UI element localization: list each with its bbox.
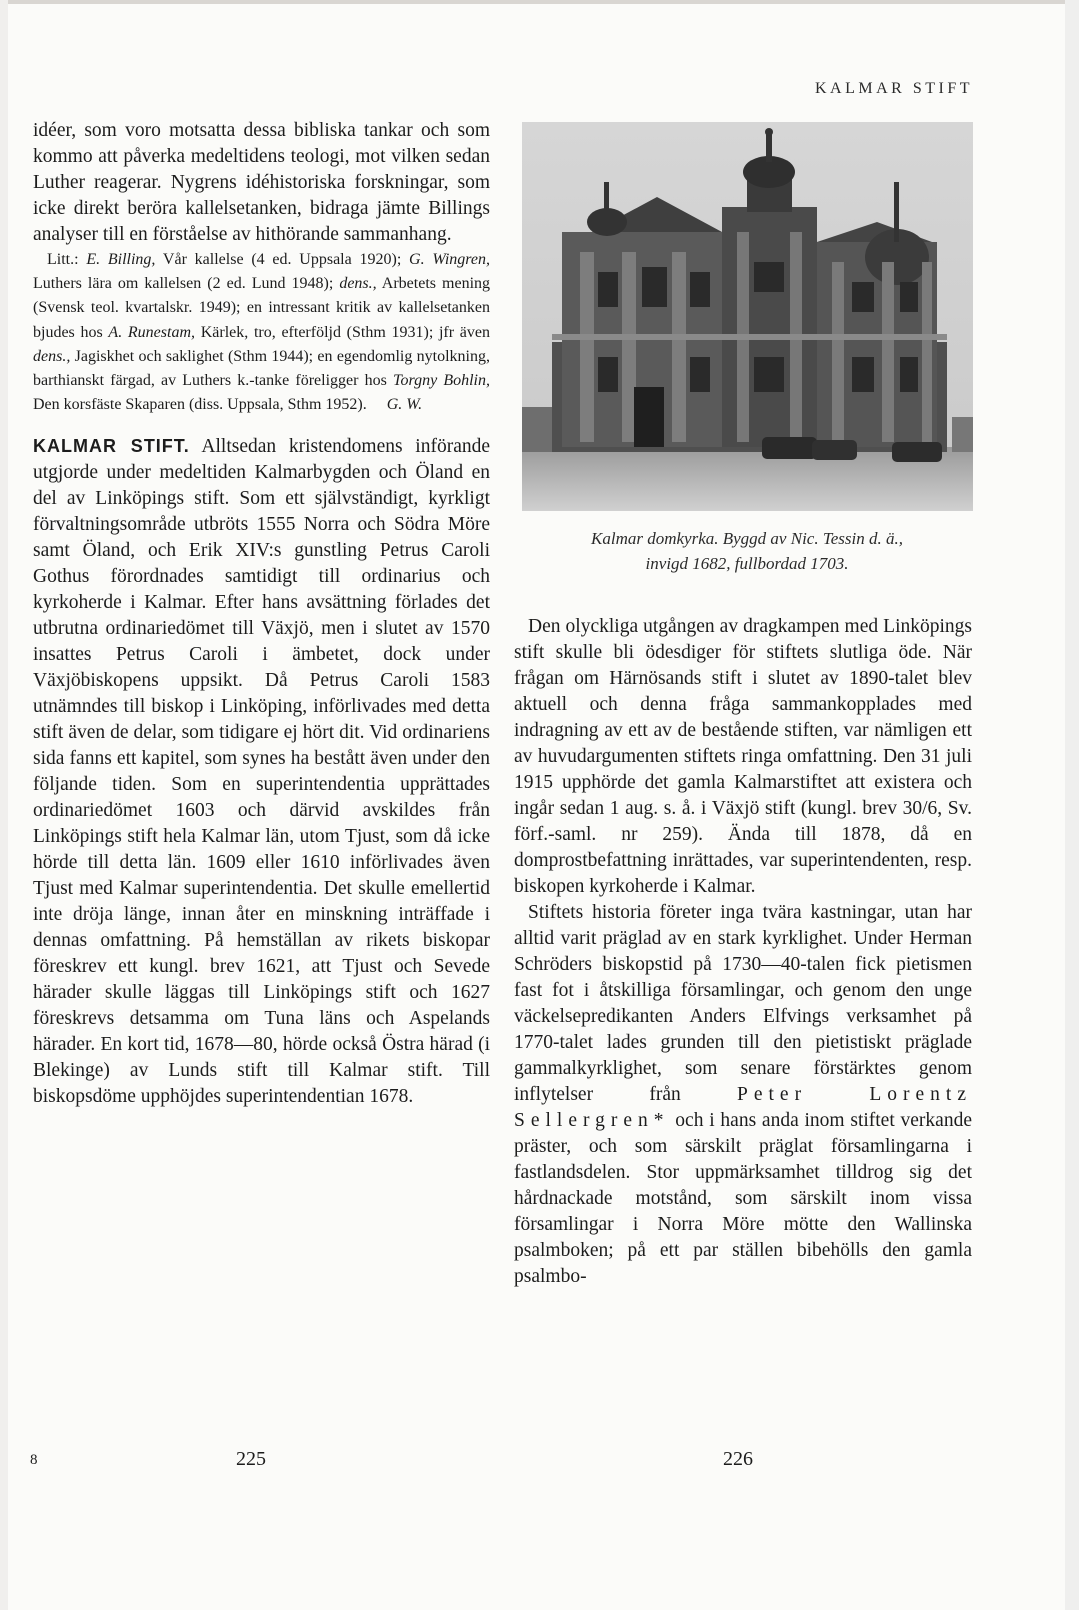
left-column (33, 118, 490, 1110)
article-signature: G. W. (386, 396, 423, 414)
literature-author: G. Wingren, (409, 251, 490, 268)
literature-author: A. Runestam, (108, 323, 196, 341)
literature-note (33, 248, 490, 417)
caption-line: Kalmar domkyrka. Byggd av Nic. Tessin d. ä., (591, 529, 903, 548)
literature-text: Arbetets mening (Svensk teol. kvartalskr. 1949); en intressant kritik av kallelsetanken bjudes hos (33, 275, 491, 341)
literature-text: Luthers lära om kallelsen (2 ed. Lund 1948); (33, 275, 340, 293)
literature-author: dens., (33, 347, 71, 365)
article-kalmar-stift (33, 433, 490, 1110)
article-heading: KALMAR STIFT. (33, 436, 190, 457)
right-paragraph: Den olyckliga utgången av dragkampen med Linköpings stift skulle bli ödesdiger för stiftets slutliga öde. När frågan om Härnösands stift i slutet av 1890-talet blev aktuell och denna fråga sammankopplades med indragning av ett av de bestående stiften, var nämligen ett av huvudargumenten stiftets ringa omfattning. Den 31 juli 1915 upphörde det gamla Kalmarstiftet att existera och ingår sedan 1 aug. s. å. i Växjö stift (kungl. brev 30/6, Sv. förf.-saml. nr 259). Ända till 1878, då en domprostbefattning inrättades, var superintendenten, resp. biskopen kyrkoherde i Kalmar. (514, 616, 972, 897)
page-number-left: 225 (236, 1448, 266, 1470)
photo-caption (514, 526, 980, 576)
literature-text: Den korsfäste Skaparen (diss. Uppsala, Sthm 1952). (33, 396, 367, 414)
page-number-right: 226 (723, 1448, 753, 1470)
running-head: KALMAR STIFT (814, 80, 973, 97)
literature-author: E. Billing, (86, 251, 156, 268)
article-body: Alltsedan kristendomens införande utgjorde under medeltiden Kalmarbygden och Öland en del av Linköpings stift. Som ett självständigt, kyrkligt förvaltningsområde utbröts 1555 Norra och Södra Möre samt Öland, och Erik XIV:s gunstling Petrus Caroli Gothus förordnades samtidigt till ordinarius och kyrkoherde i Kalmar. Efter hans avsättning förlades det utbrutna ordinariedömet till Växjö, men i slutet av 1570 insattes Petrus Caroli i ämbetet, dock under Växjöbiskopens uppsikt. Då Petrus Caroli 1583 utnämndes till biskop i Linköping, införlivades med detta stift även de delar, som tidigare ej hört dit. Vid ordinariens sida fanns ett kapitel, som synes ha bestått även under den följande tiden. Som en superintendentia upprättades ordinariedömet 1603 och därvid avskildes från Linköpings stift hela Kalmar län, utom Tjust, som då icke hörde till detta län. 1609 eller 1610 införlivades även Tjust med Kalmar superintendentia. Det skulle emellertid inte dröja länge, innan åter en minskning inträffade i dennas omfattning. På hemställan av rikets biskopar föreskrev ett kungl. brev 1621, att Tjust och Sevede härader skulle läggas till Linköpings stift och 1627 föreskrevs detsamma om Tuna läns och Aspelands härader. En kort tid, 1678—80, hörde också Östra härad (i Blekinge) av Lunds stift till Kalmar stift. Till biskopsdöme upphöjdes superintendentian 1678. (33, 436, 491, 1108)
caption-line: invigd 1682, fullbordad 1703. (645, 554, 849, 573)
right-column (514, 614, 972, 1290)
literature-text: Jagiskhet och saklighet (Sthm 1944); en egendomlig nytolkning, barthianskt färgad, av Luthers k.-tanke föreligger hos (33, 347, 490, 390)
intro-paragraph: idéer, som voro motsatta dessa bibliska tankar och som kommo att påverka medeltidens teologi, mot vilken sedan Luther reagerar. Nygrens idéhistoriska forskningar, som icke direkt beröra kallelsetanken, bidraga jämte Billings analyser till en förståelse av hithörande sammanhang. (33, 120, 490, 245)
signature-mark: 8 (30, 1452, 38, 1468)
person-name: Peter Lorentz Sellergren* (514, 1084, 972, 1131)
page-edge-left (0, 0, 8, 1610)
paragraph-text: Stiftets historia företer inga tvära kastningar, utan har alltid varit präglad av en stark kyrklighet. Under Herman Schröders biskopstid på 1730—40-talen fick pietismen fast fot i åtskilliga församlingar, och genom den unge väckelsepredikanten Anders Elfvings verksamhet på 1770-talet lades grunden till den pietistiskt präglade gammalkyrklighet, som senare förstärktes genom inflytelser från (514, 902, 972, 1105)
paragraph-text: och i hans anda inom stiftet verkande präster, och som särskilt präglat församlingarna i fastlandsdelen. Stor uppmärksamhet tilldrog sig det hårdnackade motstånd, som särskilt inom vissa församlingar i Norra Möre mötte den Wallinska psalmboken; på ett par ställen bibehölls den gamla psalmbo- (514, 1110, 972, 1287)
page-edge-top (0, 0, 1079, 4)
literature-author: dens., (339, 275, 377, 293)
cathedral-photo (522, 122, 973, 511)
literature-text: Kärlek, tro, efterföljd (Sthm 1931); jfr även (195, 323, 491, 341)
literature-lead: Litt.: (47, 251, 87, 268)
literature-author: Torgny Bohlin, (393, 372, 490, 390)
page-edge-right (1065, 0, 1079, 1610)
right-paragraph (514, 900, 972, 1290)
literature-text: Vår kallelse (4 ed. Uppsala 1920); (155, 251, 410, 268)
